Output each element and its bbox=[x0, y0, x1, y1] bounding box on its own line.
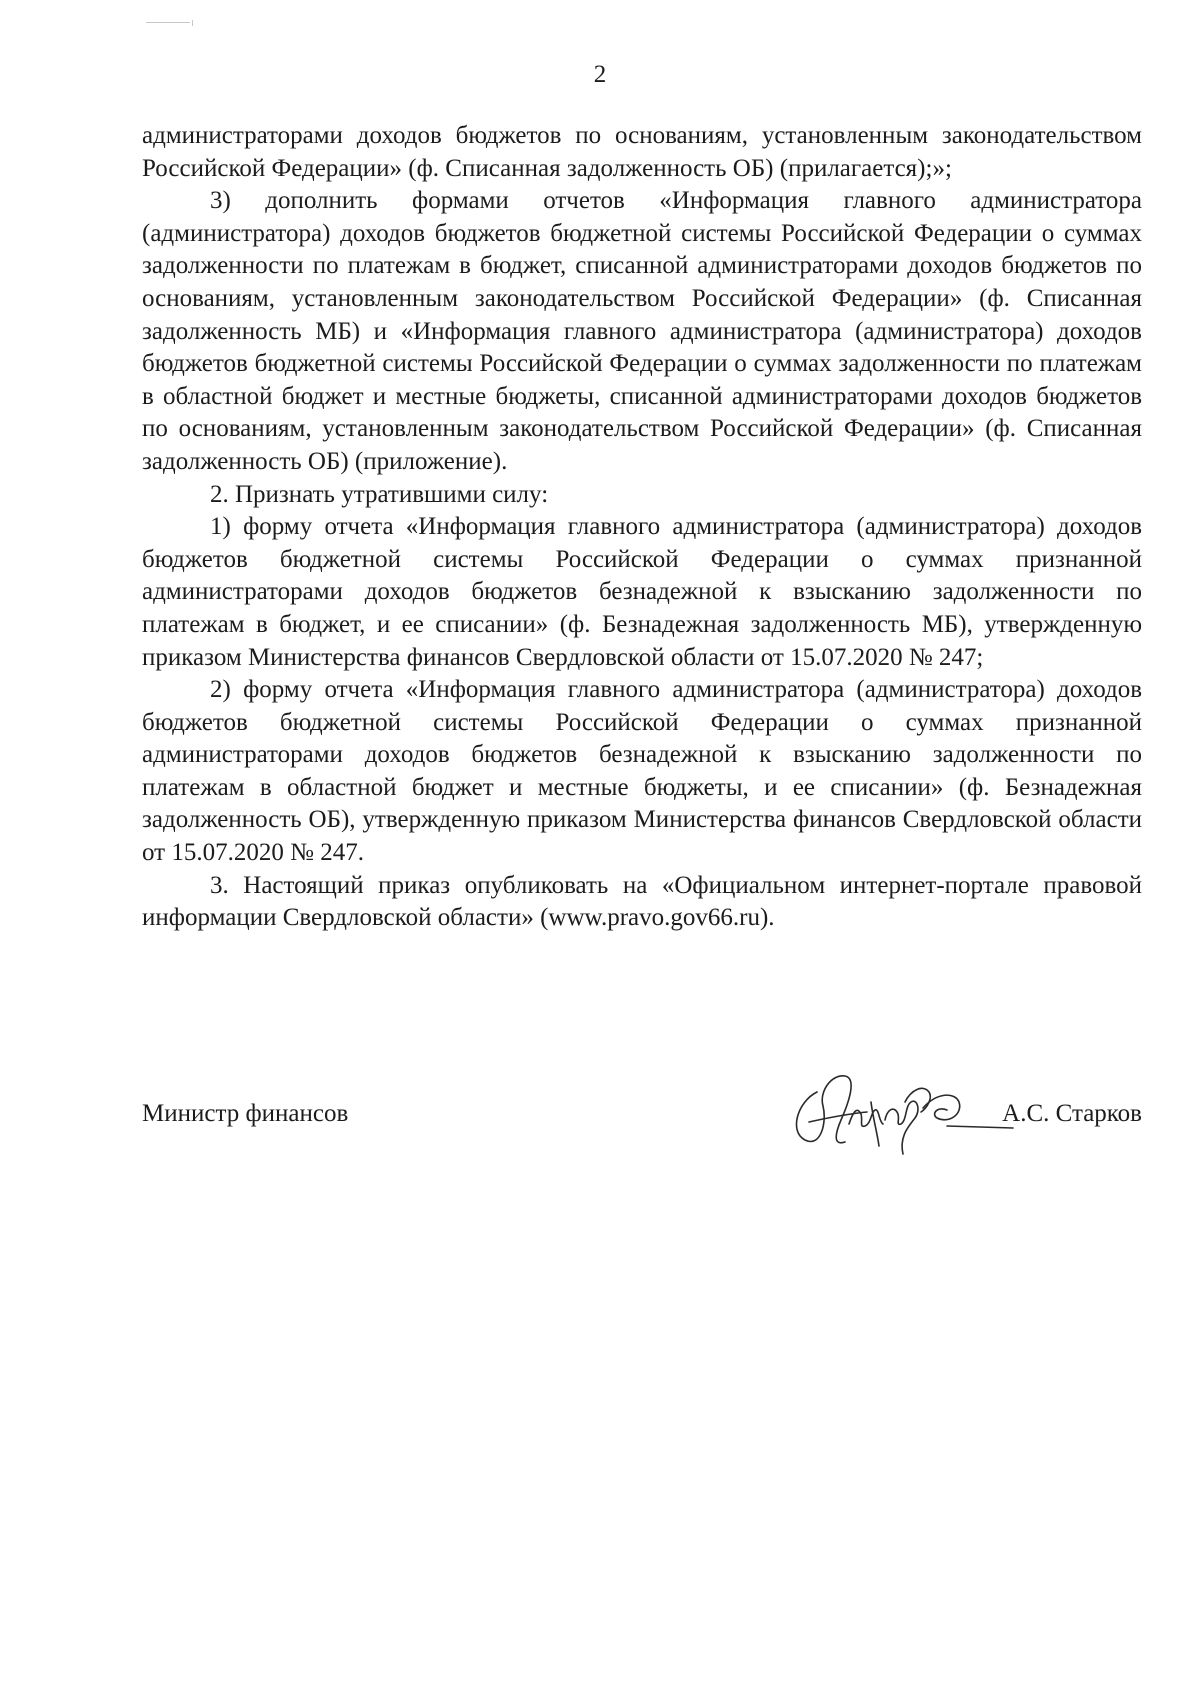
page-number: 2 bbox=[593, 61, 607, 88]
document-body bbox=[142, 120, 1142, 935]
paragraph-item-3: 3) дополнить формами отчетов «Информация главного администратора (администратора) доходов бюджетов бюджетной системы Российской Федерации о суммах задолженности по платежам в бюджет, списанной администраторами доходов бюджетов по основаниям, установленным законодательством Российской Федерации» (ф. Списанная задолженность МБ) и «Информация главного администратора (администратора) доходов бюджетов бюджетной системы Российской Федерации о суммах задолженности по платежам в областной бюджет и местные бюджеты, списанной администраторами доходов бюджетов по основаниям, установленным законодательством Российской Федерации» (ф. Списанная задолженность ОБ) (приложение). bbox=[142, 187, 1142, 475]
scan-artifact bbox=[146, 22, 190, 23]
paragraph-subitem-2: 2) форму отчета «Информация главного администратора (администратора) доходов бюджетов бюджетной системы Российской Федерации о суммах признанной администраторами доходов бюджетов безнадежной к взысканию задолженности по платежам в областной бюджет и местные бюджеты, и ее списании» (ф. Безнадежная задолженность ОБ), утвержденную приказом Министерства финансов Свердловской области от 15.07.2020 № 247. bbox=[142, 676, 1142, 867]
paragraph-clause-2: 2. Признать утратившими силу: bbox=[210, 480, 549, 508]
paragraph-continuation: администраторами доходов бюджетов по основаниям, установленным законодательством Российской Федерации» (ф. Списанная задолженность ОБ) (прилагается);»; bbox=[142, 122, 1142, 182]
signer-title: Министр финансов bbox=[142, 1100, 349, 1127]
paragraph-subitem-1: 1) форму отчета «Информация главного администратора (администратора) доходов бюджетов бюджетной системы Российской Федерации о суммах признанной администраторами доходов бюджетов безнадежной к взысканию задолженности по платежам в бюджет, и ее списании» (ф. Безнадежная задолженность МБ), утвержденную приказом Министерства финансов Свердловской области от 15.07.2020 № 247; bbox=[142, 513, 1142, 671]
scan-artifact bbox=[192, 20, 193, 26]
handwritten-signature bbox=[787, 1062, 1017, 1167]
paragraph-clause-3: 3. Настоящий приказ опубликовать на «Официальном интернет-портале правовой информации Свердловской области» (www.pravo.gov66.ru). bbox=[142, 871, 1142, 932]
signature-block bbox=[142, 1098, 1142, 1178]
signer-name: А.С. Старков bbox=[1002, 1100, 1142, 1127]
